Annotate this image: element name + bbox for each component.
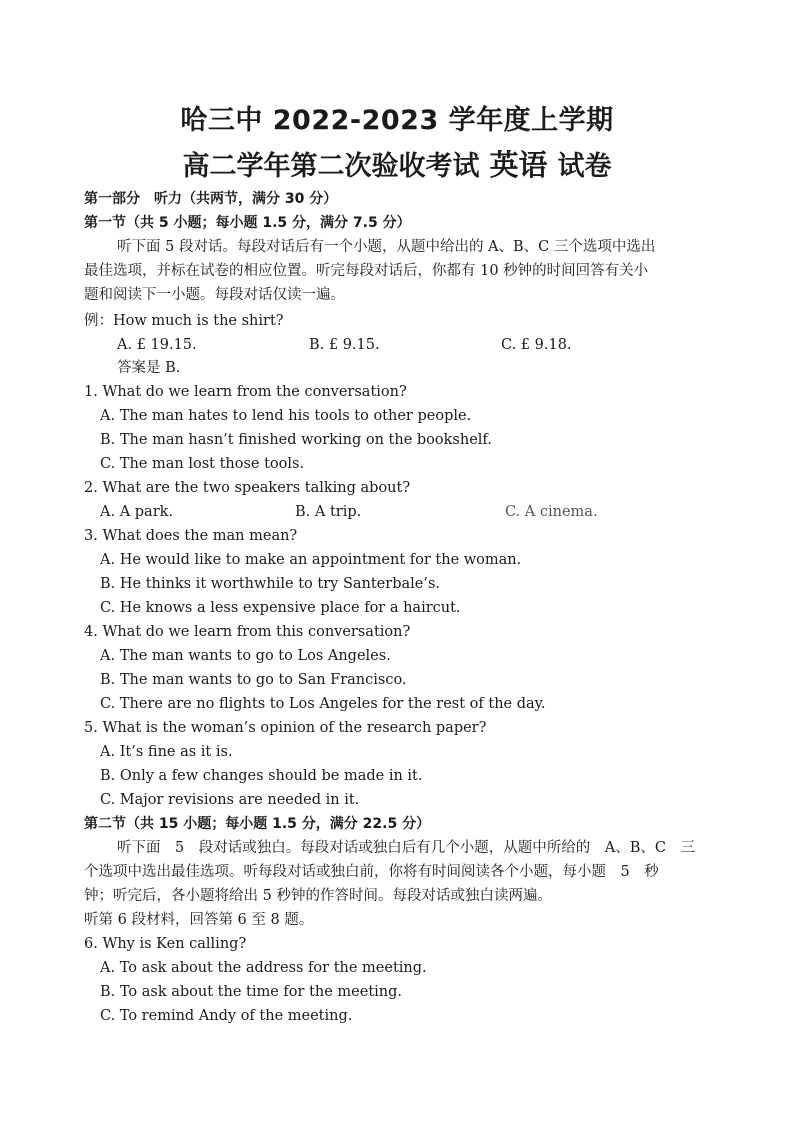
question-4: 4. What do we learn from this conversation? — [84, 624, 411, 640]
example-option-c: C. £ 9.18. — [501, 337, 572, 353]
question-4-option-a: A. The man wants to go to Los Angeles. — [100, 648, 391, 664]
question-1-option-a: A. The man hates to lend his tools to other people. — [100, 408, 472, 424]
question-4-option-c: C. There are no flights to Los Angeles for the rest of the day. — [100, 696, 546, 712]
question-2-option-a: A. A park. — [100, 504, 174, 520]
question-3-option-c: C. He knows a less expensive place for a haircut. — [100, 600, 461, 616]
material-note: 听第 6 段材料，回答第 6 至 8 题。 — [84, 912, 314, 928]
exam-title-suffix: 试卷 — [557, 151, 612, 182]
example-question: 例：How much is the shirt? — [84, 313, 284, 329]
question-4-option-b: B. The man wants to go to San Francisco. — [100, 672, 407, 688]
section2-heading: 第二节（共 15 小题；每小题 1.5 分，满分 22.5 分） — [84, 816, 431, 832]
question-2-option-c: C. A cinema. — [505, 504, 598, 520]
exam-title-line2 — [0, 143, 794, 184]
section2-instruction-line: 个选项中选出最佳选项。听每段对话或独白前，你将有时间阅读各个小题，每小题 5 秒 — [84, 864, 659, 880]
exam-title-line1: 哈三中 2022-2023 学年度上学期 — [180, 105, 614, 136]
exam-subject: 英语 — [489, 148, 548, 182]
section1-instruction-line: 题和阅读下一小题。每段对话仅读一遍。 — [84, 287, 345, 303]
example-option-b: B. £ 9.15. — [309, 337, 380, 353]
question-3-option-b: B. He thinks it worthwhile to try Santerbale’s. — [100, 576, 440, 592]
question-3: 3. What does the man mean? — [84, 528, 298, 544]
question-5: 5. What is the woman’s opinion of the research paper? — [84, 720, 487, 736]
question-6-option-c: C. To remind Andy of the meeting. — [100, 1008, 353, 1024]
section1-instruction-line: 听下面 5 段对话。每段对话后有一个小题，从题中给出的 A、B、C 三个选项中选出 — [117, 239, 656, 255]
question-1: 1. What do we learn from the conversation? — [84, 384, 407, 400]
question-3-option-a: A. He would like to make an appointment for the woman. — [100, 552, 522, 568]
question-2-option-b: B. A trip. — [295, 504, 362, 520]
question-2: 2. What are the two speakers talking about? — [84, 480, 411, 496]
question-6: 6. Why is Ken calling? — [84, 936, 247, 952]
question-6-option-a: A. To ask about the address for the meeting. — [100, 960, 427, 976]
question-6-option-b: B. To ask about the time for the meeting. — [100, 984, 403, 1000]
question-5-option-b: B. Only a few changes should be made in it. — [100, 768, 423, 784]
example-option-a: A. £ 19.15. — [117, 337, 197, 353]
section1-instruction-line: 最佳选项，并标在试卷的相应位置。听完每段对话后，你都有 10 秒钟的时间回答有关小 — [84, 263, 649, 279]
question-1-option-c: C. The man lost those tools. — [100, 456, 305, 472]
question-5-option-c: C. Major revisions are needed in it. — [100, 792, 360, 808]
example-answer: 答案是 B. — [117, 360, 181, 376]
section2-instruction-line: 听下面 5 段对话或独白。每段对话或独白后有几个小题，从题中所给的 A、B、C 三 — [117, 840, 695, 856]
part1-heading: 第一部分 听力（共两节，满分 30 分） — [84, 191, 338, 207]
exam-title-prefix: 高二学年第二次验收考试 — [182, 151, 480, 182]
section1-heading: 第一节（共 5 小题；每小题 1.5 分，满分 7.5 分） — [84, 215, 411, 231]
question-1-option-b: B. The man hasn’t finished working on the bookshelf. — [100, 432, 492, 448]
question-5-option-a: A. It’s fine as it is. — [100, 744, 233, 760]
section2-instruction-line: 钟；听完后，各小题将给出 5 秒钟的作答时间。每段对话或独白读两遍。 — [84, 888, 552, 904]
